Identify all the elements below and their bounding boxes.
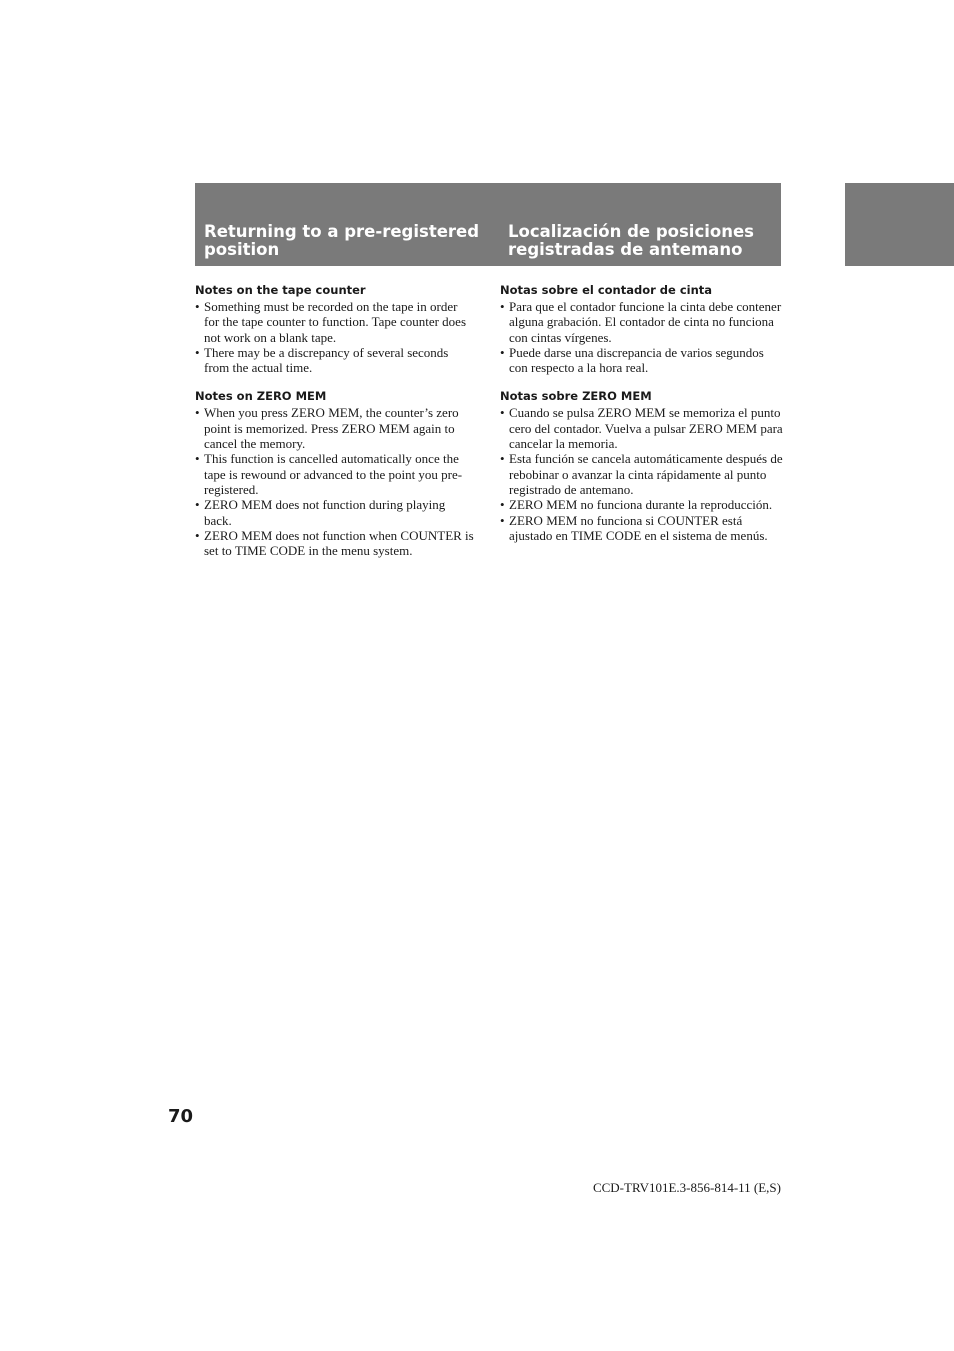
list-item: • Para que el contador funcione la cinta debe contener alguna grabación. El contador de cinta no funciona con cintas vírgenes. — [500, 299, 782, 345]
section-title-english: Returning to a pre-registered position — [204, 222, 480, 259]
list-item: • Cuando se pulsa ZERO MEM se memoriza el punto cero del contador. Vuelva a pulsar ZERO MEM para cancelar la memoria. — [500, 405, 783, 452]
list-item: • Esta función se cancela automáticamente después de rebobinar o avanzar la cinta rápidamente al punto registrado de antemano. — [500, 451, 783, 497]
bullet-icon: • — [500, 497, 505, 513]
bullet-icon: • — [500, 299, 505, 314]
bullet-icon: • — [195, 451, 200, 467]
notes-list — [195, 299, 475, 375]
bullet-icon: • — [195, 527, 200, 543]
bullet-icon: • — [195, 405, 200, 421]
notes-heading: Notas sobre ZERO MEM — [500, 389, 652, 404]
notes-heading: Notas sobre el contador de cinta — [500, 283, 713, 297]
list-item: • When you press ZERO MEM, the counter’s zero point is memorized. Press ZERO MEM again to cancel the memory. — [195, 405, 459, 452]
notes-list — [500, 405, 785, 543]
list-item: • ZERO MEM no funciona durante la reproducción. — [500, 497, 773, 513]
notes-heading: Notes on ZERO MEM — [195, 389, 327, 404]
bullet-icon: • — [500, 451, 505, 467]
bullet-icon: • — [195, 299, 200, 314]
list-item: • ZERO MEM does not function when COUNTER is set to TIME CODE in the menu system. — [195, 527, 474, 559]
bullet-icon: • — [195, 344, 200, 360]
list-item: • This function is cancelled automatically once the tape is rewound or advanced to the point you pre-registered. — [195, 451, 463, 497]
bullet-icon: • — [195, 497, 200, 513]
bullet-icon: • — [500, 405, 505, 421]
list-item: • ZERO MEM no funciona si COUNTER está ajustado en TIME CODE en el sistema de menús. — [500, 512, 768, 543]
model-code-footer: CCD-TRV101E.3-856-814-11 (E,S) — [592, 1180, 781, 1195]
list-item: • ZERO MEM does not function during playing back. — [195, 497, 446, 528]
chapter-tab — [845, 183, 954, 266]
list-item: • There may be a discrepancy of several seconds from the actual time. — [195, 344, 449, 376]
page-number: 70 — [168, 1106, 194, 1127]
english-column — [195, 283, 475, 558]
bullet-icon: • — [500, 344, 505, 360]
bullet-icon: • — [500, 512, 505, 528]
section-title-spanish: Localización de posiciones registradas de antemano — [508, 222, 754, 259]
notes-heading: Notes on the tape counter — [195, 283, 366, 297]
list-item: • Puede darse una discrepancia de varios segundos con respecto a la hora real. — [500, 344, 764, 376]
spanish-column — [500, 283, 785, 543]
notes-list — [195, 405, 475, 558]
notes-list — [500, 299, 785, 375]
list-item: • Something must be recorded on the tape in order for the tape counter to function. Tape counter does not work on a blank tape. — [195, 299, 467, 345]
